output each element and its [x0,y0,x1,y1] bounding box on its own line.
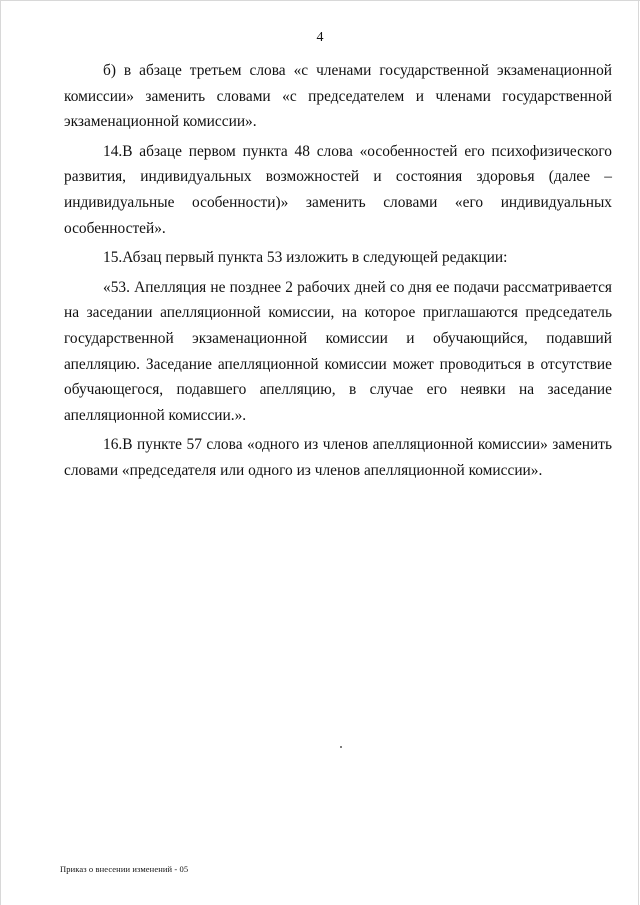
page-number: 4 [316,30,324,45]
paragraph-53-quote: «53. Апелляция не позднее 2 рабочих дней со дня ее подачи рассматривается на заседании апелляционной комиссии, на которое приглашаются председатель государственной экзаменационной комиссии и обучающийся, подавший апелляцию. Заседание апелляционной комиссии может проводиться в отсутствие обучающегося, подавшего апелляцию, в случае его неявки на заседание апелляционной комиссии.». [64,278,612,424]
scan-edge-top [0,0,640,1]
paragraph-14: 14.В абзаце первом пункта 48 слова «особенностей его психофизического развития, индивидуальных возможностей и состояния здоровья (далее – индивидуальные особенности)» заменить словами «его индивидуальных особенностей». [64,142,612,237]
scan-edge-right [638,0,639,905]
paragraph-15: 15.Абзац первый пункта 53 изложить в следующей редакции: [103,249,508,267]
paragraph-16: 16.В пункте 57 слова «одного из членов апелляционной комиссии» заменить словами «председателя или одного из членов апелляционной комиссии». [64,436,612,479]
scan-edge-left [0,0,1,905]
scan-speck [340,746,342,748]
paragraph-b: б) в абзаце третьем слова «с членами государственной экзаменационной комиссии» заменить словами «с председателем и членами государственной экзаменационной комиссии». [64,62,612,131]
document-body [64,58,612,488]
footer-doc-reference: Приказ о внесении изменений - 05 [60,864,189,874]
